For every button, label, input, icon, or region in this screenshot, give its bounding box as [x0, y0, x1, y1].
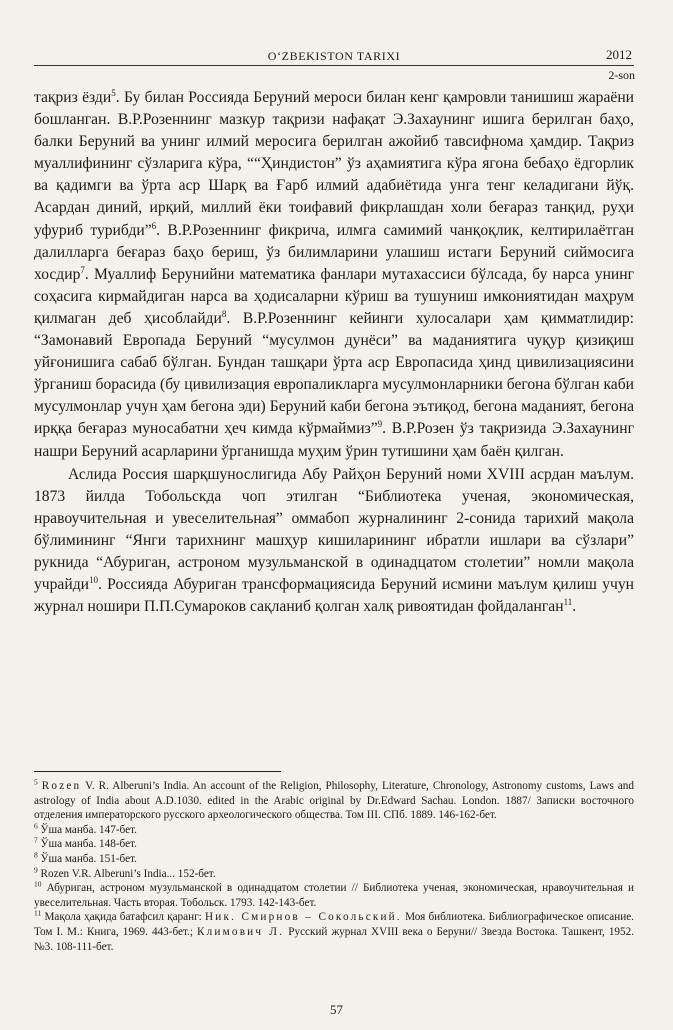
footnote-ref: 9: [377, 419, 383, 430]
footnote-ref: 6: [151, 220, 157, 231]
footnote-number: 8: [34, 850, 38, 860]
text-run: V. R. Alberuni’s India. An account of the Religion, Philosophy, Literature, Chronology, Astronomy customs, Laws and astrology of India about A.D.1030. edited in the Arabic original by Dr.Edward Sachau. London. 1887/ Записки восточного отделения императорского русского археологического общества. Том III. СПб. 1889. 146-162-бет.: [34, 780, 634, 822]
text-run: . Бу билан Россияда Беруний мероси билан кенг қамровли танишиш жараёни бошланган. В.Р.Розеннинг мазкур тақризи нафақат Э.Захаунинг ишига берилган баҳо, балки Беруний ва унинг илмий меросига берилган ажойиб тавсифнома ҳамдир. Тақриз муаллифининг сўзларига кўра, ““Ҳиндистон” ўз аҳамиятига кўра ягона бебаҳо ёдгорлик ва қадимги ва ўрта аср Шарқ ва Ғарб илмий адабиётида унга тенг келадигани йўқ. Асардан диний, ирқий, миллий ёки тоифавий фикрлашдан холи беғараз танқид, руҳи уфуриб турибди”: [34, 89, 635, 239]
paragraph: [34, 464, 634, 619]
text-run: Ўша манба. 147-бет.: [40, 823, 137, 836]
journal-year: 2012: [606, 47, 632, 62]
text-run: Абуриган, астроном музульманской в одинадцатом столетии // Библиотека ученая, экономическая, нравоучительная и увеселительная. Часть вторая. Тобольск. 1793. 142-143-бет.: [34, 882, 634, 909]
footnote-ref: 10: [88, 574, 98, 585]
text-run: . Россияда Абуриган трансформациясида Беруний исмини маълум қилиш учун журнал ношири П.П.Сумароков сақланиб қолган халқ ривоятидан фойдаланган: [34, 576, 634, 616]
author-name: Rozen: [41, 780, 82, 792]
footnote-number: 9: [34, 864, 38, 874]
footnote-ref: 11: [563, 596, 573, 607]
footnote: [34, 837, 634, 852]
text-run: . В.Р.Розеннинг кейинги хулосалари ҳам қимматлидир: “Замонавий Европада Беруний “мусулмон дунёси” ва маданиятига чуқур қизиқиш уйғонишига сабаб бўлган. Бундан ташқари ўрта аср Европасида ҳинд цивилизациясини ўрганиш борасида (бу цивилизация европаликларга мусулмонларники бегона бўлган каби мусулмонлар учун ҳам бегона эди) Беруний каби бегона эътиқод, бегона маданият, бегона ирққа беғараз муносабатни ҳеч кимда кўрмаймиз”: [34, 309, 635, 438]
footnote: [34, 852, 634, 867]
footnote-ref: 5: [111, 87, 116, 98]
footnote-ref: 7: [80, 264, 85, 275]
text-run: Аслида Россия шарқшунослигида Абу Райҳон Беруний номи XVIII асрдан маълум. 1873 йилда Тобольскда чоп этилган “Библиотека ученая, экономическая, нравоучительная и увеселительная” оммабоп журналининг 2-сонида тарихий мақола бўлимининг “Янги тарихнинг машҳур кишиларининг ибратли ишлари ва сўзлари” рукнида “Абуриган, астроном музульманской в одинадцатом столетии” номли мақола учрайди: [34, 465, 634, 594]
running-header: [34, 47, 634, 66]
author-name: Ник. Смирнов – Сокольский.: [204, 911, 402, 924]
issue-number: 2-son: [608, 68, 635, 82]
footnote: [34, 910, 634, 954]
footnote-number: 7: [34, 835, 38, 845]
footnotes: [34, 779, 634, 954]
text-run: . Муаллиф Берунийни математика фанлари мутахассиси бўлсада, бу нарса унинг соҳасига кирмайдиган нарса ва ҳодисаларни кўриш ва тушуниш имкониятидан маҳрум қилмаган деб ҳисоблайди: [34, 265, 634, 327]
text-run: .: [572, 598, 577, 616]
text-run: . В.Р.Розен ўз тақризида Э.Захаунинг нашри Беруний асарларини ўрганишда муҳим ўрин тутишини ҳам баён қилган.: [34, 420, 634, 460]
footnote-number: 10: [34, 879, 42, 889]
footnote: [34, 881, 634, 910]
footnote: [34, 864, 634, 882]
text-run: . В.Р.Розеннинг фикрича, илмга самимий чанқоқлик, келтирилаётган далилларга беғараз баҳо бериш, ўз билимларини улашиш истаги Беруний сиймосига хосдир: [34, 221, 634, 283]
text-run: Мақола ҳақида батафсил қаранг:: [44, 911, 205, 924]
text-run: Русский журнал XVIII века о Беруни// Звезда Востока. Ташкент, 1952. №3. 108-111-бет.: [34, 925, 634, 953]
footnote-divider: [34, 771, 281, 772]
footnote-ref: 8: [221, 308, 227, 319]
text-run: Ўша манба. 148-бет.: [40, 838, 137, 851]
text-run: Ўша манба. 151-бет.: [40, 852, 137, 865]
footnote-number: 6: [34, 821, 38, 831]
page-number: 57: [330, 1002, 343, 1017]
footnote-number: 11: [34, 908, 42, 918]
text-run: Моя библиотека. Библиографическое описание. Том I. М.: Книга, 1969. 443-бет.;: [34, 911, 634, 938]
footnote: [34, 823, 634, 838]
author-name: Климович Л.: [196, 925, 285, 938]
text-run: Rozen V.R. Alberuni’s India... 152-бет.: [40, 867, 216, 880]
text-run: тақриз ёзди: [34, 89, 112, 106]
footnote: [34, 779, 634, 823]
main-text: [34, 87, 634, 618]
paragraph: [34, 87, 634, 463]
footnote-number: 5: [34, 777, 38, 787]
journal-title: O‘ZBEKISTON TARIXI: [267, 49, 401, 63]
